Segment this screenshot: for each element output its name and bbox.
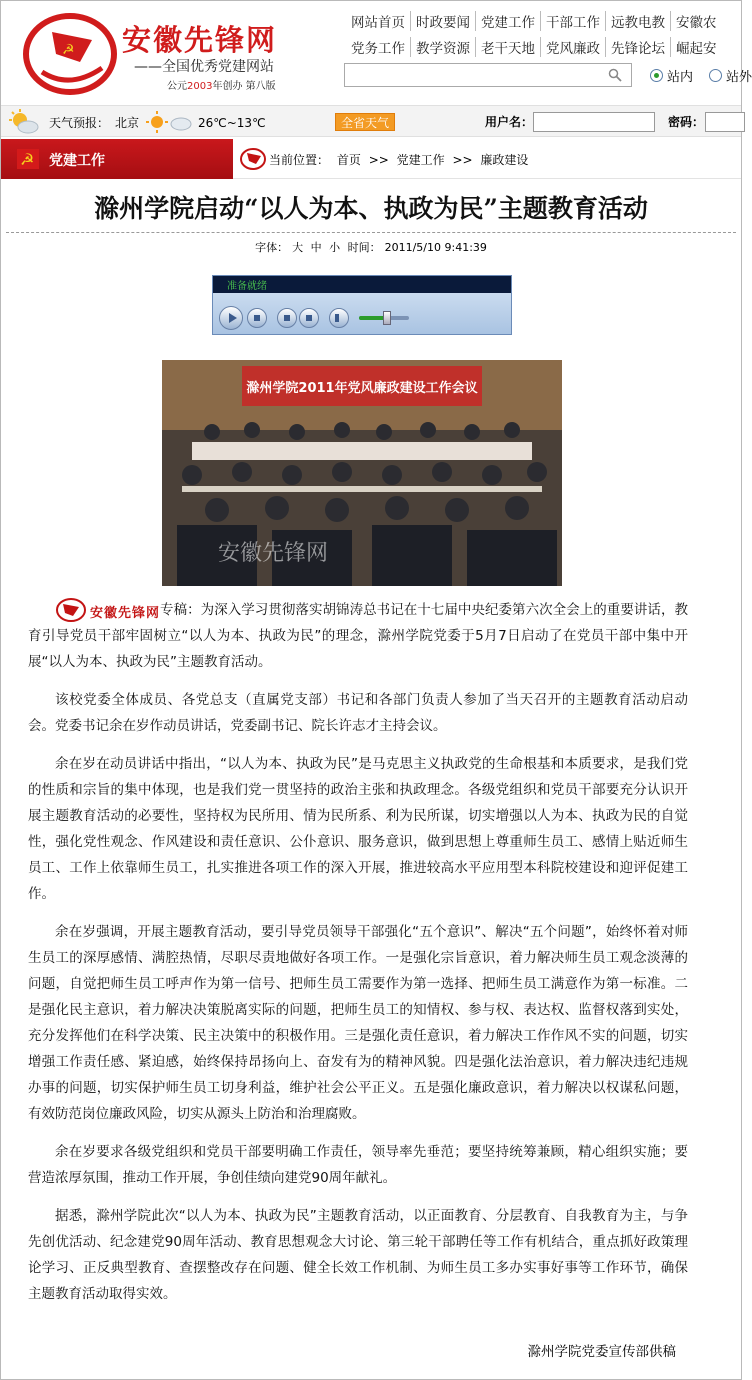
nav-link[interactable]: 网站首页: [351, 15, 405, 31]
breadcrumb-separator: >>: [368, 153, 389, 167]
forecast-city: 北京: [115, 116, 140, 130]
since-suffix: 年创办 第八版: [212, 81, 276, 92]
inline-site-logo: [54, 597, 160, 623]
article-paragraph: 据悉，滁州学院此次“以人为本、执政为民”主题教育活动，以正面教育、分层教育、自我教育为主，与争先创优活动、纪念建党90周年活动、教育思想观念大讨论、第三轮干部聘任等工作有机结合，重点抓好政策理论学习、正反典型教育、查摆整改存在问题、健全长效工作机制、为师生员工多办实事好事等工作环节，确保主题教育活动取得实效。: [28, 1208, 688, 1302]
password-field[interactable]: [705, 112, 745, 132]
volume-icon[interactable]: [329, 308, 349, 328]
inline-logo-text: 安徽先锋网: [90, 606, 161, 621]
search-input[interactable]: [345, 64, 595, 86]
nav-link[interactable]: 教学资源: [410, 37, 475, 57]
article-paragraph: 余在岁强调，开展主题教育活动，要引导党员领导干部强化“五个意识”、解决“五个问题”，始终怀着对师生员工的深厚感情、满腔热情，尽职尽责地做好各项工作。一是强化宗旨意识，着力解决师生员工观念淡薄的问题，自觉把师生员工呼声作为第一信号、把师生员工需要作为第一选择、把师生员工满意作为第一标准。二是强化民主意识，着力解决决策脱离实际的问题，把师生员工的知情权、参与权、表达权、监督权落到实处，充分发挥他们在科学决策、民主决策中的积极作用。三是强化责任意识，着力解决工作作风不实的问题，切实增强工作责任感、紧迫感，始终保持昂扬向上、奋发有为的精神风貌。四是强化法治意识，着力解决违纪违规办事的问题，切实保护师生员工切身利益，维护社会公平正义。五是强化廉政意识，着力解决以权谋私问题，有效防范岗位廉政风险，切实从源头上防治和治理腐败。: [28, 924, 688, 1122]
font-size-small[interactable]: 小: [329, 241, 341, 254]
nav-link[interactable]: 干部工作: [540, 11, 605, 31]
info-bar: [1, 105, 741, 137]
site-name: 安徽先锋网: [122, 23, 278, 57]
section-tab[interactable]: [1, 139, 233, 179]
party-emblem-icon: [17, 149, 39, 169]
nav-link[interactable]: 安徽农: [670, 11, 722, 31]
top-navigation: [346, 8, 742, 60]
font-size-label: 字体：: [255, 241, 289, 254]
username-field[interactable]: [533, 112, 655, 132]
site-since: [167, 77, 276, 92]
photo-banner-text: 滁州学院2011年党风廉政建设工作会议: [246, 381, 478, 396]
breadcrumb-section[interactable]: 党建工作: [396, 153, 445, 167]
paragraph-text: 专稿：为深入学习贯彻落实胡锦涛总书记在十七届中央纪委第六次全会上的重要讲话，教育引导党员干部牢固树立“以人为本、执政为民”的理念，滁州学院党委于5月7日启动了在党员干部中集中开展“以人为本、执政为民”主题教育活动。: [28, 602, 688, 670]
scope-web-radio[interactable]: [709, 69, 722, 82]
meeting-photo: [162, 360, 562, 586]
publish-time: 2011/5/10 9:41:39: [384, 241, 487, 254]
forecast-temperature: 26℃~13℃: [198, 116, 266, 130]
inline-logo-emblem-icon: [54, 597, 88, 623]
time-label: 时间：: [347, 241, 381, 254]
article-meta: [0, 239, 742, 255]
photo-watermark: 安徽先锋网: [218, 541, 329, 566]
nav-link[interactable]: 时政要闻: [410, 11, 475, 31]
scope-web-label: 站外: [726, 70, 752, 85]
section-title: 党建工作: [49, 153, 105, 169]
partly-cloudy-icon: [9, 109, 39, 135]
player-status: 准备就绪: [227, 281, 267, 292]
search-icon[interactable]: [607, 67, 623, 83]
breadcrumb-home[interactable]: 首页: [336, 153, 361, 167]
search-box: [344, 63, 632, 87]
player-screen: [213, 276, 511, 293]
article-paragraph: 该校党委全体成员、各党总支（直属党支部）书记和各部门负责人参加了当天召开的主题教育活动启动会。党委书记余在岁作动员讲话，党委副书记、院长许志才主持会议。: [28, 692, 688, 734]
article-paragraph: [28, 597, 688, 675]
breadcrumb-separator: >>: [452, 153, 473, 167]
nav-link[interactable]: 先锋论坛: [605, 37, 670, 57]
player-controls: [213, 304, 511, 330]
play-button[interactable]: [219, 306, 243, 330]
font-size-large[interactable]: 大: [292, 241, 304, 254]
since-year: 2003: [187, 81, 213, 92]
article-source: 滁州学院党委宣传部供稿: [527, 1344, 676, 1360]
nav-link[interactable]: 党建工作: [475, 11, 540, 31]
article-body: [28, 597, 688, 1319]
breadcrumb: [269, 151, 532, 168]
title-divider: [6, 232, 736, 233]
nav-row-2: [346, 34, 742, 60]
next-button[interactable]: [299, 308, 319, 328]
stop-button[interactable]: [247, 308, 267, 328]
section-bar: [1, 139, 741, 179]
scope-site-radio[interactable]: [650, 69, 663, 82]
since-prefix: 公元: [167, 81, 187, 92]
svg-text:☭: ☭: [62, 42, 75, 58]
nav-link[interactable]: 党风廉政: [540, 37, 605, 57]
nav-link[interactable]: 老干天地: [475, 37, 540, 57]
font-size-medium[interactable]: 中: [310, 241, 322, 254]
nav-row-1: [346, 8, 742, 34]
password-label: 密码：: [668, 115, 705, 129]
location-emblem-icon: [239, 147, 269, 171]
breadcrumb-label: 当前位置：: [269, 153, 330, 167]
username-label: 用户名：: [485, 115, 534, 129]
article-paragraph: 余在岁在动员讲话中指出，“以人为本、执政为民”是马克思主义执政党的生命根基和本质要求，是我们党的性质和宗旨的集中体现，也是我们党一贯坚持的政治主张和执政理念。各级党组织和党员干部要充分认识开展主题教育活动的必要性，坚持权为民所用、情为民所系、利为民所谋，切实增强以人为本、执政为民的自觉性，强化党性观念、作风建设和责任意识、公仆意识、服务意识，做到思想上尊重师生员工、感情上贴近师生员工、工作上依靠师生员工，扎实推进各项工作的深入开展，推进较高水平应用型本科院校建设和迎评促建工作。: [28, 756, 688, 902]
sun-cloud-icon: [145, 110, 193, 134]
media-player: [212, 275, 512, 335]
site-logo[interactable]: [22, 10, 322, 96]
nav-link[interactable]: 远教电教: [605, 11, 670, 31]
province-weather-button[interactable]: 全省天气: [335, 113, 395, 131]
article-title: 滁州学院启动“以人为本、执政为民”主题教育活动: [94, 194, 648, 223]
forecast-label: 天气预报：: [49, 116, 110, 130]
scope-site-label: 站内: [667, 70, 694, 85]
svg-text:☭: ☭: [20, 150, 35, 169]
breadcrumb-current[interactable]: 廉政建设: [480, 153, 529, 167]
article-paragraph: 余在岁要求各级党组织和党员干部要明确工作责任，领导率先垂范；要坚持统筹兼顾，精心组织实施；要营造浓厚氛围，推动工作开展，争创佳绩向建党90周年献礼。: [28, 1144, 688, 1186]
nav-link[interactable]: 党务工作: [351, 41, 405, 57]
volume-knob[interactable]: [383, 311, 391, 325]
search-scope: [650, 66, 752, 85]
volume-slider[interactable]: [359, 316, 409, 320]
previous-button[interactable]: [277, 308, 297, 328]
site-slogan: ——全国优秀党建网站: [134, 59, 274, 75]
nav-link[interactable]: 崛起安: [670, 37, 722, 57]
logo-emblem-icon: [22, 10, 118, 96]
